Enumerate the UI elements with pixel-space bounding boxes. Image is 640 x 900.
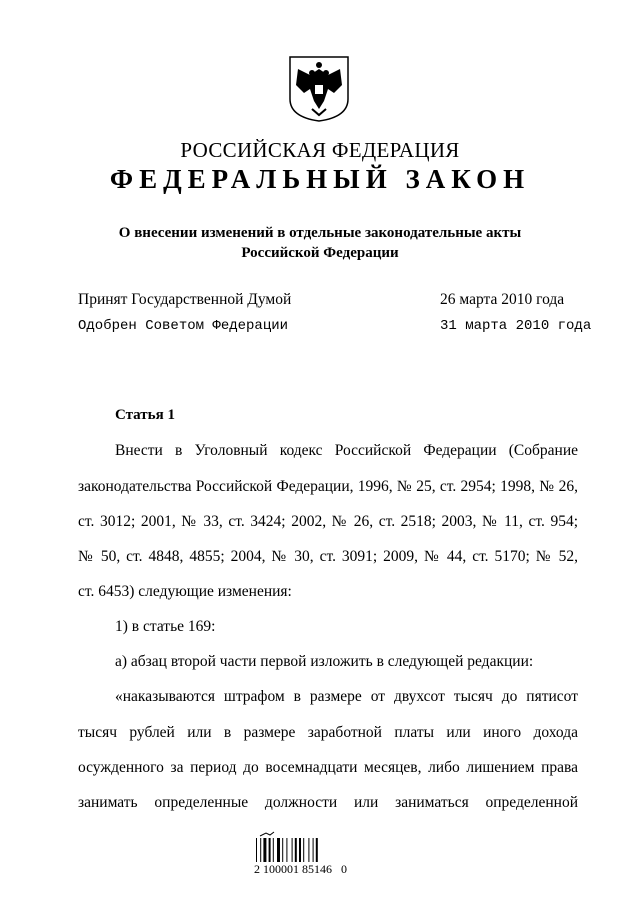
article-title: Статья 1 <box>115 407 175 423</box>
council-approval-date: 31 марта 2010 года <box>440 318 592 334</box>
duma-adoption-label: Принят Государственной Думой <box>78 291 292 308</box>
duma-adoption-date: 26 марта 2010 года <box>440 291 565 308</box>
text-line: «наказываются штрафом в размере от двухсот тысяч до пятисот <box>115 688 578 705</box>
subject-line: О внесении изменений в отдельные законодательные акты <box>118 225 522 241</box>
text-line: Внести в Уголовный кодекс Российской Федерации (Собрание <box>115 442 578 459</box>
text-line: 1) в статье 169: <box>115 618 216 635</box>
country-title: РОССИЙСКАЯ ФЕДЕРАЦИЯ <box>180 138 460 162</box>
text-line: осужденного за период до восемнадцати месяцев, либо лишением права <box>78 759 578 776</box>
coat-of-arms-emblem <box>288 55 350 123</box>
text-line: занимать определенные должности или заниматься определенной <box>78 794 578 811</box>
barcode-number: 2 100001 85146 0 <box>254 862 347 876</box>
text-line: ст. 6453) следующие изменения: <box>78 583 292 600</box>
subject-line: Российской Федерации <box>241 245 399 261</box>
law-type-title: ФЕДЕРАЛЬНЫЙ ЗАКОН <box>109 164 531 194</box>
text-line: а) абзац второй части первой изложить в следующей редакции: <box>115 653 534 670</box>
law-subject <box>0 223 640 263</box>
council-approval-label: Одобрен Советом Федерации <box>78 318 289 334</box>
text-line: тысяч рублей или в размере заработной платы или иного дохода <box>78 724 578 741</box>
text-line: № 50, ст. 4848, 4855; 2004, № 30, ст. 3091; 2009, № 44, ст. 5170; № 52, <box>78 548 578 565</box>
text-line: ст. 3012; 2001, № 33, ст. 3424; 2002, № 26, ст. 2518; 2003, № 11, ст. 954; <box>78 513 578 530</box>
text-line: законодательства Российской Федерации, 1996, № 25, ст. 2954; 1998, № 26, <box>78 478 578 495</box>
